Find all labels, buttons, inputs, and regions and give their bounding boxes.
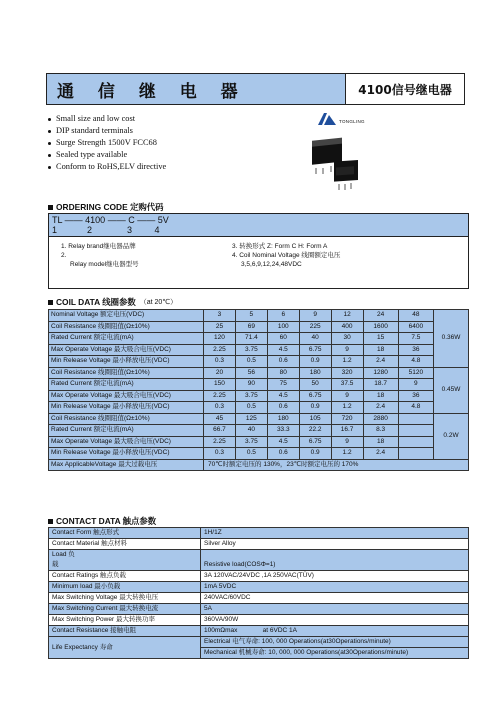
table-cell: 1280 [363,367,398,379]
table-cell: 2.25 [204,436,236,448]
table-cell: 18.7 [363,379,398,391]
row-label: Max Switching Power 最大转换功率 [49,615,201,626]
table-row [49,333,469,345]
table-cell: 2.4 [363,356,398,368]
coil-title: COIL DATA 线圈参数 （at 20℃） [48,296,177,308]
table-cell: 0.6 [267,402,299,414]
bullet-icon [48,118,51,121]
table-cell: Resistive load(COSΦ=1) [201,550,469,571]
table-cell: 40 [235,425,267,437]
table-row [49,637,469,648]
table-cell: 24 [363,310,398,322]
table-cell: 225 [299,321,331,333]
row-label: Load 负 载 [49,550,201,571]
table-cell: 180 [267,413,299,425]
table-row [49,379,469,391]
table-cell: 37.5 [331,379,363,391]
table-cell: 5A [201,604,469,615]
bullet-icon [48,166,51,169]
table-cell: 0.5 [235,356,267,368]
brand-logo [318,113,365,125]
table-row [49,582,469,593]
table-cell: 2.25 [204,344,236,356]
table-cell: 0.9 [299,402,331,414]
row-label: Contact Ratings 触点负载 [49,571,201,582]
table-cell: 3.75 [235,344,267,356]
table-cell [398,413,433,425]
table-cell: 0.9 [299,356,331,368]
row-label: Max Operate Voltage 最大吸合电压(VDC) [49,436,204,448]
row-label: Minimum load 最小负载 [49,582,201,593]
contact-data-table [48,527,469,659]
table-row [49,436,469,448]
table-cell: 3.75 [235,390,267,402]
ordering-index-line: 1 2 3 4 [52,225,160,235]
table-cell: 240VAC/60VDC [201,593,469,604]
table-cell: 720 [331,413,363,425]
coil-data-table [48,309,469,471]
table-cell: 0.5 [235,448,267,460]
table-cell: 80 [267,367,299,379]
square-bullet-icon [48,300,53,305]
table-row [49,425,469,437]
row-label: Max Operate Voltage 最大吸合电压(VDC) [49,390,204,402]
table-cell: 1.2 [331,356,363,368]
ordering-notes-right [232,242,340,269]
table-row [49,615,469,626]
table-cell: 36 [398,344,433,356]
table-cell: 70℃时额定电压的 130%，23℃时额定电压的 170% [204,459,469,471]
row-label: Nominal Voltage 额定电压(VDC) [49,310,204,322]
table-row [49,604,469,615]
bullet-icon [48,142,51,145]
row-label: Max ApplicableVoltage 最大过载电压 [49,459,204,471]
logo-icon [318,113,336,125]
table-cell: 320 [331,367,363,379]
table-row [49,344,469,356]
table-row [49,528,469,539]
row-label: Contact Form 触点形式 [49,528,201,539]
table-cell: 66.7 [204,425,236,437]
table-cell: 1H/1Z [201,528,469,539]
page-title: 通 信 继 电 器 [47,74,345,104]
ordering-note: 2. [61,252,67,259]
table-cell: 0.3 [204,402,236,414]
row-label: Rated Current 额定电流(mA) [49,379,204,391]
table-row [49,593,469,604]
table-cell: 9 [398,379,433,391]
table-cell: 0.9 [299,448,331,460]
table-cell: 4.8 [398,356,433,368]
table-row [49,626,469,637]
row-label: Coil Resistance 线圈阻值(Ω±10%) [49,413,204,425]
ordering-note: Relay model继电器型号 [70,261,139,268]
table-cell: 16.7 [331,425,363,437]
table-cell [398,436,433,448]
table-cell [398,448,433,460]
table-row [49,448,469,460]
table-cell: 18 [363,344,398,356]
table-cell: 9 [331,390,363,402]
table-cell: 180 [299,367,331,379]
row-label: Contact Material 触点材料 [49,539,201,550]
row-label: Coil Resistance 线圈阻值(Ω±10%) [49,321,204,333]
ordering-note: 4. Coil Nominal Voltage 线圈额定电压 [232,252,341,259]
table-cell: 7.5 [398,333,433,345]
ordering-title: ORDERING CODE 定购代码 [48,201,163,213]
table-cell: Electrical 电气寿命: 100, 000 Operations(at30Operations/minute) [201,637,469,648]
logo-text: TONGLING [339,119,365,124]
table-cell: 9 [331,344,363,356]
table-cell: 69 [235,321,267,333]
table-row [49,390,469,402]
table-cell: 1.2 [331,402,363,414]
table-cell: 36 [398,390,433,402]
row-label: Max Switching Current 最大转换电流 [49,604,201,615]
ordering-notes [48,237,469,289]
table-cell: 25 [204,321,236,333]
table-cell: 1mA 5VDC [201,582,469,593]
table-cell: 33.3 [267,425,299,437]
row-label: Min Release Voltage 最小释放电压(VDC) [49,448,204,460]
feature-item: Sealed type available [48,149,166,161]
table-row [49,367,469,379]
table-cell: Silver Alloy [201,539,469,550]
table-cell: 30 [331,333,363,345]
table-cell: 2.4 [363,448,398,460]
row-label: Contact Resistance 接触电阻 [49,626,201,637]
table-cell: 2.25 [204,390,236,402]
table-row [49,356,469,368]
table-cell: 5120 [398,367,433,379]
feature-item: DIP standard terminals [48,125,166,137]
table-cell: 120 [204,333,236,345]
table-cell: 6.75 [299,390,331,402]
table-cell: 50 [299,379,331,391]
table-cell: 125 [235,413,267,425]
title-bar [46,73,465,105]
table-cell: 2880 [363,413,398,425]
row-label: Min Release Voltage 最小释放电压(VDC) [49,356,204,368]
table-cell: 6.75 [299,344,331,356]
table-cell [398,425,433,437]
table-cell: 1.2 [331,448,363,460]
table-row [49,459,469,471]
square-bullet-icon [48,519,53,524]
table-row [49,550,469,571]
table-cell: 105 [299,413,331,425]
feature-item: Conform to RoHS,ELV directive [48,161,166,173]
table-cell: 9 [331,436,363,448]
table-cell: Mechanical 机械寿命: 10, 000, 000 Operations(at30Operations/minute) [201,648,469,659]
row-label: Max Operate Voltage 最大吸合电压(VDC) [49,344,204,356]
table-cell: 48 [398,310,433,322]
table-cell: 15 [363,333,398,345]
power-cell: 0.2W [434,413,469,459]
square-bullet-icon [48,205,53,210]
table-row [49,321,469,333]
table-cell: 8.3 [363,425,398,437]
bullet-icon [48,154,51,157]
table-cell: 3A 120VAC/24VDC ,1A 250VAC(TÜV) [201,571,469,582]
row-label: Rated Current 额定电流(mA) [49,333,204,345]
model-title: 4100信号继电器 [345,74,464,104]
table-cell: 5 [235,310,267,322]
table-cell: 2.4 [363,402,398,414]
feature-item: Surge Strength 1500V FCC68 [48,137,166,149]
table-row [49,413,469,425]
row-label: Rated Current 额定电流(mA) [49,425,204,437]
table-cell: 400 [331,321,363,333]
bullet-icon [48,130,51,133]
feature-list [48,113,166,173]
table-cell: 0.5 [235,402,267,414]
table-cell: 360VA/90W [201,615,469,626]
table-cell: 4.8 [398,402,433,414]
table-cell: 3.75 [235,436,267,448]
table-cell: 4.5 [267,344,299,356]
row-label: Min Release Voltage 最小释放电压(VDC) [49,402,204,414]
ordering-code-box [48,213,469,237]
table-cell: 18 [363,436,398,448]
table-cell: 3 [204,310,236,322]
ordering-note: 1. Relay brand继电器品牌 [61,243,136,250]
table-cell: 0.6 [267,448,299,460]
table-cell: 9 [299,310,331,322]
table-cell: 100mΩmax at 6VDC 1A [201,626,469,637]
table-cell: 0.3 [204,356,236,368]
table-row [49,539,469,550]
table-cell: 75 [267,379,299,391]
table-row [49,571,469,582]
table-cell: 71.4 [235,333,267,345]
table-cell: 90 [235,379,267,391]
ordering-notes-left [61,242,139,269]
table-row [49,402,469,414]
power-cell: 0.36W [434,310,469,368]
table-cell: 22.2 [299,425,331,437]
contact-title: CONTACT DATA 触点参数 [48,515,156,527]
table-cell: 6 [267,310,299,322]
table-cell: 60 [267,333,299,345]
ordering-code-line: TL —— 4100 —— C —— 5V [52,215,169,225]
table-cell: 6400 [398,321,433,333]
table-cell: 56 [235,367,267,379]
table-row [49,310,469,322]
row-label: Coil Resistance 线圈阻值(Ω±10%) [49,367,204,379]
feature-item: Small size and low cost [48,113,166,125]
table-cell: 18 [363,390,398,402]
table-cell: 0.3 [204,448,236,460]
ordering-note: 3,5,6,9,12,24,48VDC [241,261,302,268]
table-cell: 6.75 [299,436,331,448]
row-label: Max Switching Voltage 最大转换电压 [49,593,201,604]
relay-photo [300,130,370,194]
table-cell: 4.5 [267,436,299,448]
table-cell: 100 [267,321,299,333]
ordering-note: 3. 转换形式 Z: Form C H: Form A [232,243,328,250]
table-cell: 0.6 [267,356,299,368]
row-label: Life Expectancy 寿命 [49,637,201,659]
power-cell: 0.45W [434,367,469,413]
table-cell: 20 [204,367,236,379]
table-cell: 40 [299,333,331,345]
table-cell: 12 [331,310,363,322]
table-cell: 150 [204,379,236,391]
table-cell: 1600 [363,321,398,333]
table-cell: 4.5 [267,390,299,402]
table-cell: 45 [204,413,236,425]
